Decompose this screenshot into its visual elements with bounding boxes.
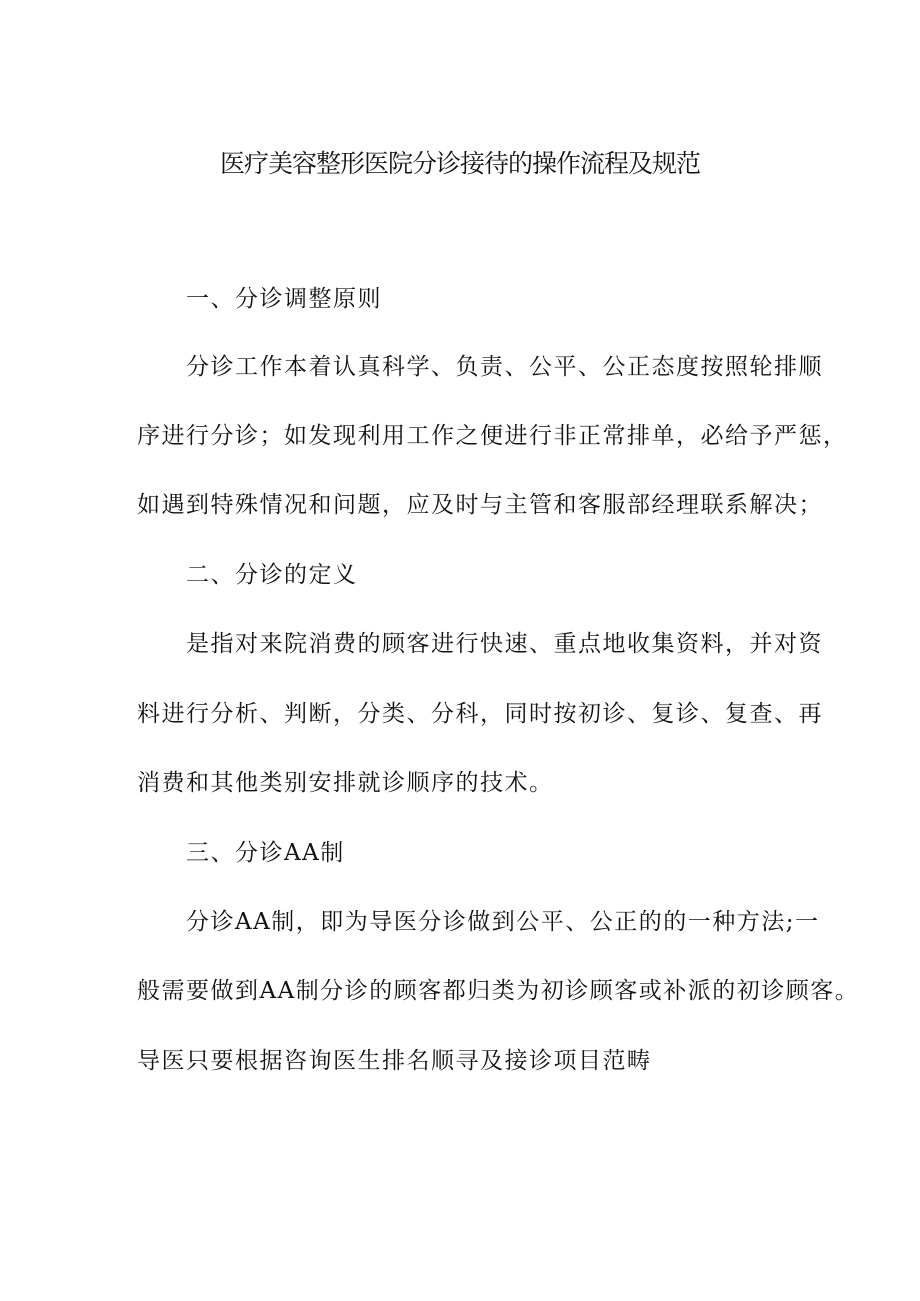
section-heading-3: 三、分诊AA制 xyxy=(186,840,345,866)
paragraph-line: 分诊工作本着认真科学、负责、公平、公正态度按照轮排顺 xyxy=(186,354,823,380)
section-heading-2: 二、分诊的定义 xyxy=(186,562,358,588)
paragraph-line: 消费和其他类别安排就诊顺序的技术。 xyxy=(137,770,554,796)
paragraph-line: 如遇到特殊情况和问题，应及时与主管和客服部经理联系解决； xyxy=(137,492,823,518)
document-title: 医疗美容整形医院分诊接待的操作流程及规范 xyxy=(219,149,700,178)
paragraph-line: 分诊AA制，即为导医分诊做到公平、公正的的一种方法;一 xyxy=(186,909,820,935)
paragraph-line: 料进行分析、判断，分类、分科，同时按初诊、复诊、复查、再 xyxy=(137,701,823,727)
section-heading-1: 一、分诊调整原则 xyxy=(186,286,382,312)
paragraph-line: 般需要做到AA制分诊的顾客都归类为初诊顾客或补派的初诊顾客。 xyxy=(137,978,860,1004)
paragraph-line: 序进行分诊；如发现利用工作之便进行非正常排单，必给予严惩， xyxy=(137,423,848,449)
paragraph-line: 是指对来院消费的顾客进行快速、重点地收集资料，并对资 xyxy=(186,631,823,657)
paragraph-line: 导医只要根据咨询医生排名顺寻及接诊项目范畴 xyxy=(137,1048,652,1074)
